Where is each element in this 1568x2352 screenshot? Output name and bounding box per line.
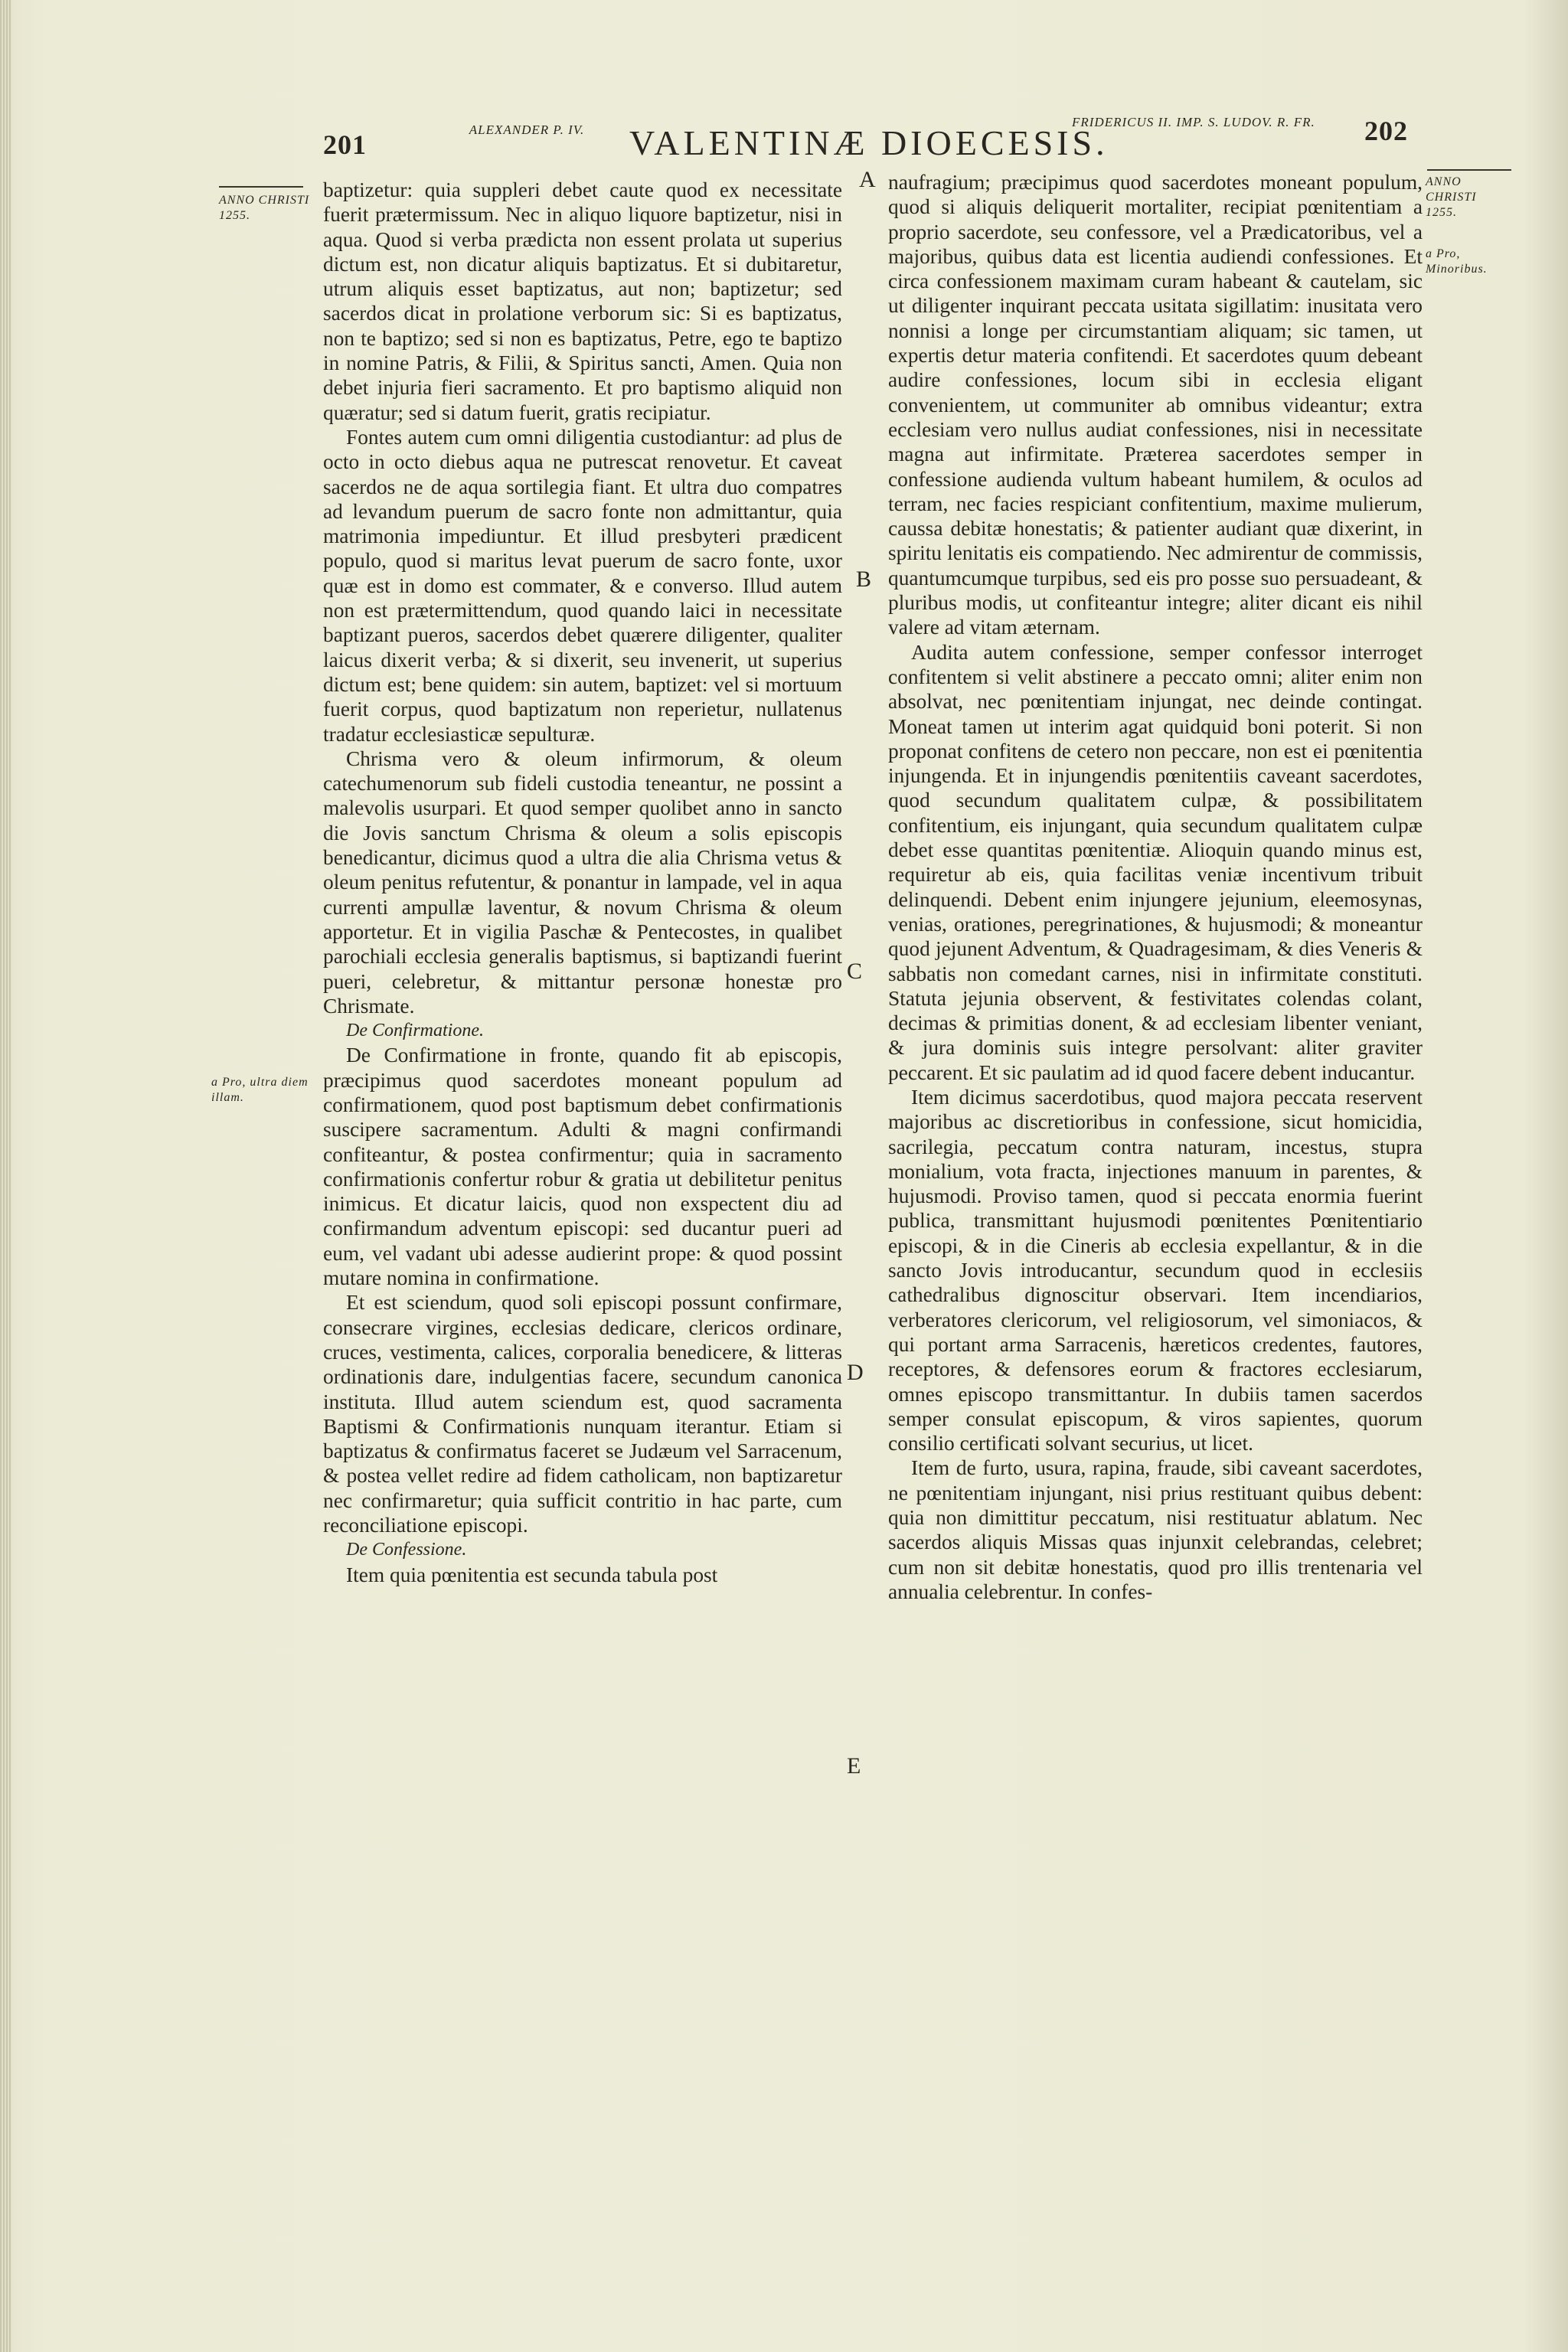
paragraph: Item dicimus sacerdotibus, quod majora peccata reservent majoribus ac discretioribus in confessione, sicut homicidia, sacrilegia, peccatum contra naturam, incestus, stupra monialium, vota fracta, injectiones manuum in parentes, & hujusmodi. Proviso tamen, quod si peccata enormia fuerint publica, transmittant hujusmodi pœnitentes Pœnitentiario episcopi, & in die Cineris ab ecclesia expellantur, & in die sancto Jovis introducantur, secundum quod in ecclesiis cathedralibus dignoscitur observari. Item incendiarios, verberatores clericorum, vel religiosorum, vel simoniacos, & qui portant arma Sarracenis, hæreticos credentes, fautores, receptores, & defensores eorum & fractores ecclesiarum, omnes episcopo transmittantur. In dubiis tamen sacerdos semper consulat episcopum, & viros sapientes, quorum consilio certificati solvant securius, ut licet.	[888, 1085, 1423, 1455]
section-letter-a: A	[859, 167, 876, 192]
right-margin-rule	[1427, 169, 1511, 171]
paragraph: Chrisma vero & oleum infirmorum, & oleum catechumenorum sub fideli custodia teneantur, ne possint a malevolis usurpari. Et quod semper quolibet anno in sancto die Jovis sanctum Chrisma & oleum a solis episcopis benedicantur, dicimus quod a ultra die alia Chrisma vetus & oleum penitus refutentur, & ponantur in lampade, vel in aqua currenti ampullæ laventur, & novum Chrisma & oleum apportetur. Et in vigilia Paschæ & Pentecostes, in qualibet parochiali ecclesia generalis baptismus, si baptizandi fuerint pueri, celebretur, & mittantur personæ honestæ pro Chrismate.	[323, 746, 842, 1018]
section-letter-e: E	[847, 1753, 861, 1779]
paragraph: De Confirmatione in fronte, quando fit ab episcopis, præcipimus quod sacerdotes moneant populum ad confirmationem, quod post baptismum debet confirmationis suscipere sacramentum. Adulti & magni confirmandi confiteantur, & postea confirmentur; quia in sacramento confirmationis confertur robur & gratia ut debilitetur penitus inimicus. Et dicatur laicis, quod non exspectent diu ad confirmandum adventum episcopi: sed ducantur pueri ad eum, vel vadant ubi adesse audierint prope: & quod possint mutare nomina in confirmatione.	[323, 1044, 842, 1290]
left-text-column	[323, 178, 842, 1587]
left-page-number: 201	[323, 129, 367, 160]
section-letter-d: D	[847, 1360, 864, 1385]
section-heading-confirmation: De Confirmatione.	[346, 1021, 484, 1041]
right-margin-anno: ANNO CHRISTI 1255.	[1426, 175, 1477, 219]
section-letter-c: C	[847, 959, 863, 984]
right-margin-note: a Pro, Minoribus.	[1426, 247, 1488, 276]
section-heading-confession: De Confessione.	[346, 1540, 467, 1560]
page-title: VALENTINÆ DIOECESIS.	[629, 123, 1109, 162]
paragraph: naufragium; præcipimus quod sacerdotes moneant populum, quod si aliquis deliquerit mortaliter, recipiat pœnitentiam a proprio sacerdote, seu confessore, vel a Prædicatoribus, vel a majoribus, quibus data est licentia audiendi confessiones. Et circa confessionem maximam curam habeant & cautelam, sic ut diligenter inquirant peccata usitata sigillatim: inusitata vero nonnisi a longe per circumstantiam aliquam; sic tamen, ut expertis detur materia confitendi. Et sacerdotes quum debeant audire confessiones, locum sibi in ecclesia eligant convenientem, ut communiter ab omnibus videantur; extra ecclesiam vero nullus audiat confessiones, nisi in necessitate magna aut infirmitate. Præterea sacerdotes semper in confessione audienda vultum habeant humilem, & oculos ad terram, nec facies respiciant confitentium, maxime mulierum, caussa debitæ honestatis; & patienter audiant quæ dixerint, in spiritu lenitatis eis compatiendo. Nec admirentur de commissis, quantumcumque turpibus, sed eis pro posse suo persuadeant, & pluribus modis, ut confiteantur integre; aliter dicant eis nihil valere ad vitam æternam.	[888, 171, 1423, 639]
left-running-head: ALEXANDER P. IV.	[469, 122, 585, 137]
section-letter-b: B	[856, 567, 872, 592]
left-margin-note: a Pro, ultra diem illam.	[211, 1076, 309, 1104]
right-text-column	[888, 170, 1423, 1604]
right-running-head: FRIDERICUS II. IMP. S. LUDOV. R. FR.	[1072, 115, 1315, 129]
paragraph: baptizetur: quia suppleri debet caute quod ex necessitate fuerit prætermissum. Nec in aliquo liquore baptizetur, nisi in aqua. Quod si verba prædicta non essent prolata ut superius dictum est, non dicatur aliquis baptizatus. Et si dubitaretur, utrum aliquis esset baptizatus, aut non; baptizetur; sed sacerdos dicat in prolatione verborum sic: Si es baptizatus, non te baptizo; sed si non es baptizatus, Petre, ego te baptizo in nomine Patris, & Filii, & Spiritus sancti, Amen. Quia non debet injuria fieri sacramento. Et pro baptismo aliquid non quæratur; sed si datum fuerit, gratis recipiatur.	[323, 178, 842, 424]
paragraph: Fontes autem cum omni diligentia custodiantur: ad plus de octo in octo diebus aqua ne putrescat renovetur. Et caveat sacerdos ne de aqua sortilegia fiant. Et ultra duo compatres ad levandum puerum de sacro fonte non admittantur, quia matrimonia impediuntur. Et illud presbyteri prædicent populo, quod si maritus levat puerum de sacro fonte, uxor quæ est in domo est commater, & e converso. Illud autem non est prætermittendum, quod quando laici in necessitate baptizant pueros, sacerdos debet quærere diligenter, qualiter laicus dixerit verba; & si dixerit, seu invenerit, ut superius dictum est; bene quidem: sin autem, baptizet: vel si mortuum fuerit corpus, quod baptizatum non reperietur, nullatenus tradatur ecclesiasticæ sepulturæ.	[323, 425, 842, 746]
paragraph: Et est sciendum, quod soli episcopi possunt confirmare, consecrare virgines, ecclesias dedicare, clericos ordinare, cruces, vestimenta, calices, corporalia benedicere, & litteras ordinationis dare, indulgentias facere, secundum canonica instituta. Illud autem sciendum est, quod sacramenta Baptismi & Confirmationis nunquam iterantur. Etiam si baptizatus & confirmatus faceret se Judæum vel Sarracenum, & postea vellet redire ad fidem catholicam, non baptizaretur nec confirmaretur; quia sufficit contritio in hac parte, cum reconciliatione episcopi.	[323, 1291, 842, 1537]
running-header	[0, 115, 1568, 168]
paragraph: Audita autem confessione, semper confessor interroget confitentem si velit abstinere a peccato omni; aliter enim non absolvat, nec pœnitentiam injungat, nec deinde contingat. Moneat tamen ut interim agat quidquid boni poterit. Si non proponat confitens de cetero non peccare, non est ei pœnitentia injungenda. Et in injungendis pœnitentiis caveant sacerdotes, quod secundum qualitatem culpæ, & possibilitatem confitentium, eis injungant, quia secundum qualitatem culpæ debet esse quantitas pœnitentiæ. Alioquin quando minus est, requiretur ab eis, quia facilitas veniæ incentivum tribuit delinquendi. Debent enim injungere jejunium, eleemosynas, venias, orationes, peregrinationes, & hujusmodi; & moneantur quod jejunent Adventum, & Quadragesimam, & dies Veneris & sabbatis non comedant carnes, nisi in infirmitate constituti. Statuta jejunia observent, & festivitates colendas colant, decimas & primitias donent, & ad ecclesiam libenter veniant, & jura dominis suis integre persolvant: aliter graviter peccarent. Et sic paulatim ad id quod facere debent inducantur.	[888, 640, 1423, 1084]
book-binding-edge	[0, 0, 11, 2352]
paragraph: Item de furto, usura, rapina, fraude, sibi caveant sacerdotes, ne pœnitentiam injungant, nisi prius restituant quibus debent: quia non dimittitur peccatum, nisi restituatur ablatum. Nec sacerdos aliquis Missas quas injunxit celebrandas, celebret; cum non sit debitæ honestatis, quod pro illis trentenaria vel annualia celebrentur. In confes-	[888, 1456, 1423, 1603]
paragraph: Item quia pœnitentia est secunda tabula post	[346, 1563, 718, 1586]
right-page-number: 202	[1364, 116, 1408, 146]
left-margin-anno: ANNO CHRISTI 1255.	[219, 194, 310, 222]
left-margin-rule	[219, 186, 303, 188]
